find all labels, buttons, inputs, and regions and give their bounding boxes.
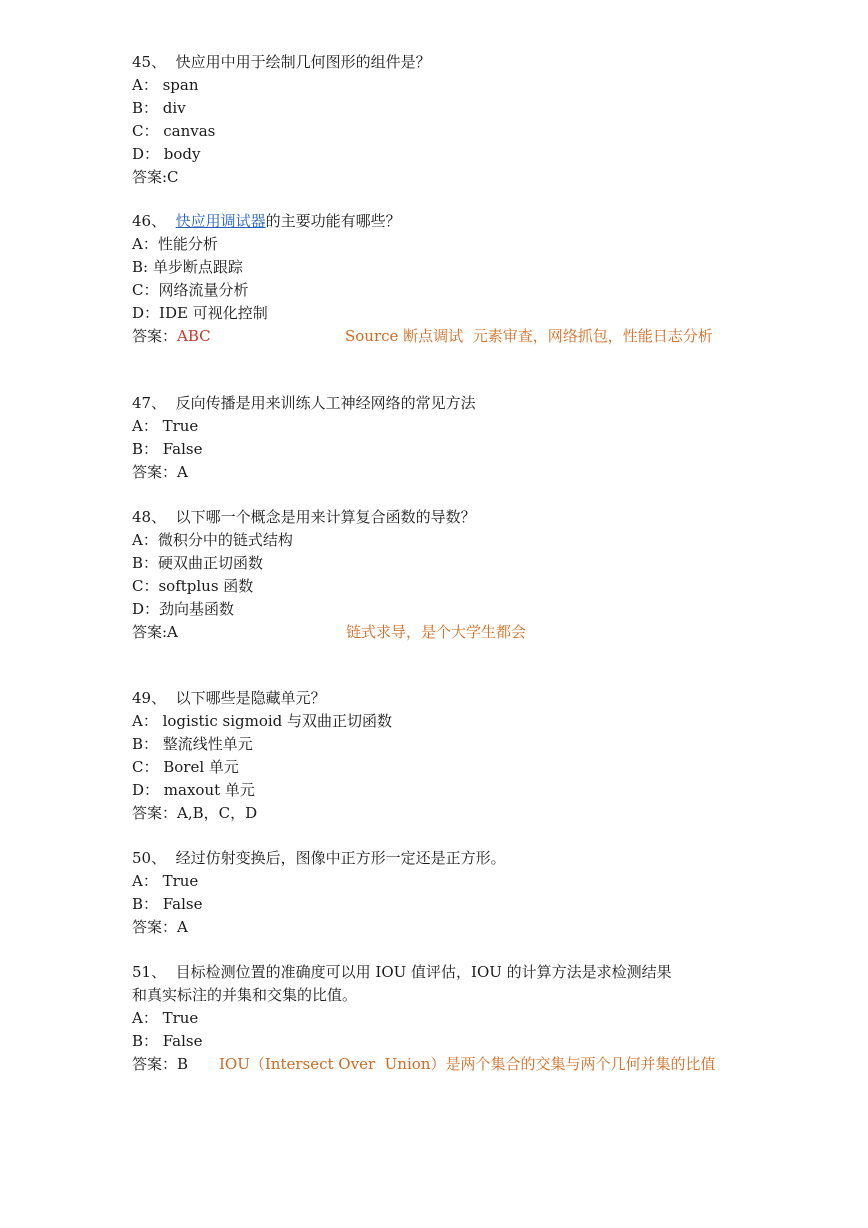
question-51-answer: 答案：B IOU（Intersect Over Union）是两个集合的交集与两个几何并集的比值 bbox=[132, 1053, 772, 1076]
question-50-title: 50、 经过仿射变换后，图像中正方形一定还是正方形。 bbox=[132, 849, 506, 867]
question-46 bbox=[132, 210, 772, 348]
question-47-answer: 答案：A bbox=[132, 463, 188, 481]
question-49-option-d: D： maxout 单元 bbox=[132, 781, 255, 799]
question-46-title: 46、 快应用调试器的主要功能有哪些？ bbox=[132, 212, 401, 230]
question-45-title: 45、 快应用中用于绘制几何图形的组件是？ bbox=[132, 53, 431, 71]
question-48 bbox=[132, 506, 772, 644]
question-49-title: 49、 以下哪些是隐藏单元？ bbox=[132, 689, 326, 707]
question-49-option-b: B： 整流线性单元 bbox=[132, 735, 253, 753]
question-51-option-a: A： True bbox=[132, 1009, 199, 1027]
question-48-option-c: C：softplus 函数 bbox=[132, 577, 254, 595]
question-49-option-a: A： logistic sigmoid 与双曲正切函数 bbox=[132, 712, 393, 730]
question-51-note: IOU（Intersect Over Union）是两个集合的交集与两个几何并集的比值 bbox=[219, 1055, 716, 1073]
question-48-option-d: D：劲向基函数 bbox=[132, 600, 235, 618]
question-45-option-d: D： body bbox=[132, 145, 201, 163]
question-45 bbox=[132, 51, 772, 189]
question-48-answer: 答案:A 链式求导，是个大学生都会 bbox=[132, 621, 772, 644]
question-46-option-d: D：IDE 可视化控制 bbox=[132, 304, 268, 322]
question-47-option-b: B： False bbox=[132, 440, 203, 458]
question-47 bbox=[132, 392, 772, 484]
answer-value: ABC bbox=[177, 327, 211, 345]
question-45-option-b: B： div bbox=[132, 99, 186, 117]
question-51-title-line1: 51、 目标检测位置的准确度可以用 IOU 值评估，IOU 的计算方法是求检测结果 bbox=[132, 963, 672, 981]
question-48-title: 48、 以下哪一个概念是用来计算复合函数的导数？ bbox=[132, 508, 476, 526]
question-46-note: Source 断点调试 元素审查，网络抓包，性能日志分析 bbox=[345, 327, 713, 345]
question-48-option-b: B：硬双曲正切函数 bbox=[132, 554, 264, 572]
question-49-answer: 答案：A,B，C，D bbox=[132, 804, 258, 822]
question-46-option-b: B: 单步断点跟踪 bbox=[132, 258, 243, 276]
question-50-answer: 答案：A bbox=[132, 918, 188, 936]
question-51 bbox=[132, 961, 772, 1076]
question-47-option-a: A： True bbox=[132, 417, 199, 435]
question-45-option-a: A： span bbox=[132, 76, 199, 94]
question-48-note: 链式求导，是个大学生都会 bbox=[346, 623, 527, 641]
question-50-option-b: B： False bbox=[132, 895, 203, 913]
question-47-title: 47、 反向传播是用来训练人工神经网络的常见方法 bbox=[132, 394, 476, 412]
question-46-answer: 答案：ABC Source 断点调试 元素审查，网络抓包，性能日志分析 bbox=[132, 325, 772, 348]
question-46-option-a: A：性能分析 bbox=[132, 235, 218, 253]
question-49 bbox=[132, 687, 772, 825]
question-46-option-c: C：网络流量分析 bbox=[132, 281, 249, 299]
question-50-option-a: A： True bbox=[132, 872, 199, 890]
question-45-option-c: C： canvas bbox=[132, 122, 216, 140]
question-50 bbox=[132, 847, 772, 939]
question-49-option-c: C： Borel 单元 bbox=[132, 758, 239, 776]
question-51-option-b: B： False bbox=[132, 1032, 203, 1050]
question-48-option-a: A：微积分中的链式结构 bbox=[132, 531, 293, 549]
debugger-link[interactable]: 快应用调试器 bbox=[175, 212, 266, 230]
question-51-title-line2: 和真实标注的并集和交集的比值。 bbox=[132, 986, 358, 1004]
question-45-answer: 答案:C bbox=[132, 168, 179, 186]
